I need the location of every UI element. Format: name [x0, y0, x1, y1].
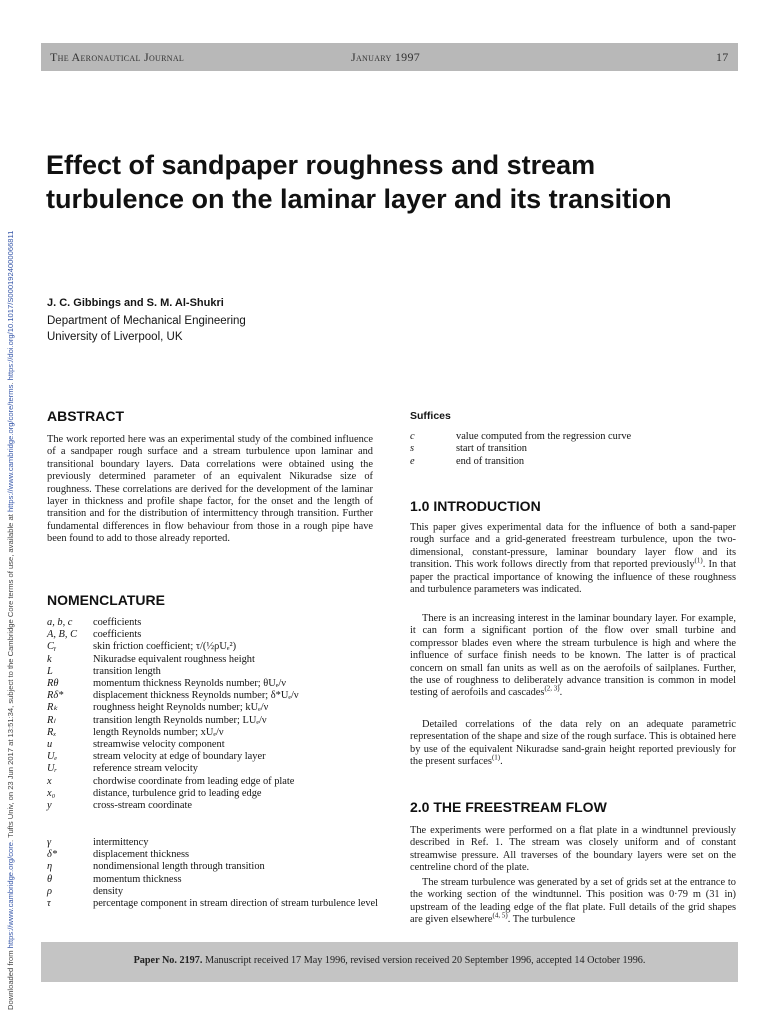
freestream-p2-text: The stream turbulence was generated by a set of grids set at the entrance to the working section of the windtunnel. This position was 0·79 m (31 in) upstream of the leading edge of the flat plate. Full details of the grid shapes are given elsewhere [410, 877, 736, 926]
paper-title: Effect of sandpaper roughness and stream turbulence on the laminar layer and its transition [46, 150, 672, 214]
nom-symbol: x [47, 775, 52, 787]
download-notice-prefix: Downloaded from [6, 948, 15, 1010]
nomenclature-list [47, 617, 379, 917]
greek-definition: intermittency [93, 837, 149, 848]
citation-ref: (2, 3) [544, 684, 560, 693]
freestream-paragraph-1: The experiments were performed on a flat plate in a windtunnel previously described in Ref. 1. The stream was closely uniform and of constant streamwise pressure. All traverses of the boundary layers were set on the centreline chord of the plate. [410, 825, 736, 874]
greek-definition: density [93, 885, 124, 897]
suffix-definition: start of transition [456, 443, 527, 455]
intro-p2-text: There is an increasing interest in the laminar boundary layer. For example, it can form a significant portion of the flow over small turbine and compressor blades even where the stream turbulence is high and where the influence of surface finish needs to be known. The latter is of practical concern on small fan units as well as on the aerofoils of sailplanes. Further, the use of roughness to deliberately advance transition is common in model testing of aerofoils and cascades [410, 613, 736, 699]
nom-definition: Nikuradse equivalent roughness height [93, 653, 255, 665]
citation-ref: (1) [491, 753, 501, 762]
page-number: 17 [716, 50, 729, 64]
nom-symbol: Uᵣ [47, 763, 58, 775]
freestream-paragraph-2 [410, 877, 736, 927]
nom-symbol: A, B, C [47, 629, 78, 641]
greek-symbol: γ [47, 837, 52, 848]
nom-definition: displacement thickness Reynolds number; δ*Uₑ/ν [93, 690, 299, 702]
manuscript-dates: Manuscript received 17 May 1996, revised version received 20 September 1996, accepted 14 October 1996. [202, 955, 646, 966]
nomenclature-heading: NOMENCLATURE [47, 592, 165, 608]
greek-symbol: θ [47, 873, 53, 885]
intro-p3-text: . [500, 756, 503, 768]
freestream-p2-text: . The turbulence [507, 914, 576, 926]
download-notice-strip [0, 0, 26, 1024]
suffix-definition: end of transition [456, 455, 525, 467]
cambridge-core-link[interactable]: https://www.cambridge.org/core [6, 842, 15, 949]
nom-symbol: Rₖ [47, 702, 58, 714]
nom-symbol: Rδ* [47, 690, 64, 702]
manuscript-footer-bar [41, 942, 738, 982]
nom-definition: cross-stream coordinate [93, 800, 192, 811]
paper-number: Paper No. 2197. [133, 955, 203, 966]
greek-definition: displacement thickness [93, 849, 190, 861]
introduction-paragraph-2 [410, 613, 736, 700]
download-notice [6, 231, 15, 1010]
nom-symbol: a, b, c [47, 617, 73, 628]
nom-definition: coefficients [93, 617, 142, 628]
greek-definition: momentum thickness [93, 873, 182, 885]
nom-definition: roughness height Reynolds number; kUₑ/ν [93, 702, 269, 714]
nom-symbol: Rₓ [47, 726, 57, 738]
suffix-definition: value computed from the regression curve [456, 431, 632, 442]
greek-symbol: ρ [47, 885, 52, 897]
nom-symbol: y [47, 800, 52, 811]
nom-definition: streamwise velocity component [93, 739, 225, 750]
intro-p1-text: This paper gives experimental data for the influence of both a sand-paper rough surface and a grid-generated freestream turbulence, upon the two-dimensional, constant-pressure, laminar boundary layer flow and its transition. This work follows directly from that reported previously [410, 522, 736, 571]
nom-symbol: Rₗ [47, 714, 56, 726]
citation-ref: (1) [694, 556, 703, 565]
suffix-symbol: s [410, 443, 415, 455]
nom-symbol: x₀ [47, 787, 56, 799]
greek-definition: percentage component in stream direction of stream turbulence level [93, 898, 379, 909]
nom-symbol: Cᵧ [47, 641, 57, 653]
nom-definition: chordwise coordinate from leading edge of plate [93, 775, 295, 787]
nom-definition: skin friction coefficient; τ/(½ρUₑ²) [93, 641, 237, 653]
nom-symbol: L [47, 665, 53, 677]
nom-definition: distance, turbulence grid to leading edge [93, 787, 262, 799]
introduction-paragraph-3 [410, 719, 736, 769]
abstract-heading: ABSTRACT [47, 408, 124, 424]
nom-symbol: Rθ [47, 678, 59, 689]
nom-definition: length Reynolds number; xUₑ/ν [93, 726, 224, 738]
greek-symbol: τ [47, 898, 51, 909]
terms-link[interactable]: https://www.cambridge.org/core/terms [6, 384, 15, 513]
greek-symbol: η [47, 861, 53, 873]
download-notice-middle: . Tufts Univ, on 23 Jun 2017 at 13:51:34, subject to the Cambridge Core terms of use, available at [6, 512, 15, 842]
suffices-heading: Suffices [410, 410, 451, 422]
nom-definition: momentum thickness Reynolds number; θUₑ/ν [93, 678, 287, 689]
manuscript-info [41, 955, 738, 966]
affiliation-university: University of Liverpool, UK [47, 331, 183, 343]
nom-symbol: u [47, 739, 53, 750]
nom-definition: stream velocity at edge of boundary layer [93, 751, 266, 763]
nom-definition: reference stream velocity [93, 763, 198, 775]
greek-symbol: δ* [47, 849, 58, 861]
introduction-paragraph-1 [410, 522, 736, 596]
journal-name: The Aeronautical Journal [50, 50, 185, 64]
journal-header-bar [41, 43, 738, 71]
greek-definition: nondimensional length through transition [93, 861, 265, 873]
nom-definition: coefficients [93, 629, 142, 641]
intro-p1-text: . In that paper the practical importance of knowing the influence of these roughness and turbulence parameters was indicated. [410, 559, 737, 596]
download-notice-sep: . [6, 380, 15, 385]
intro-p2-text: . [559, 687, 563, 699]
suffix-symbol: c [410, 431, 415, 442]
intro-p3-text: Detailed correlations of the data rely on an adequate parametric representation of the shape and size of the rough surface. This is obtained here by use of the equivalent Nikuradse sand-grain height reported previously for the present surfaces [410, 719, 736, 768]
abstract-text: The work reported here was an experimental study of the combined influence of a sandpaper rough surface and a stream turbulence upon laminar and transitional boundary layers. Data correlations were obtained using the previously determined parameter of an equivalent Nikuradse size of roughness. These correlations are derived for the development of the laminar layer in thickness and profile shape factor, for the onset and the length of transition and for the distribution of intermittency through transition. Further fundamental differences in flow behaviour from those in a rough pipe have been found to add to those already reported. [47, 434, 373, 545]
nom-symbol: Uₑ [47, 751, 58, 763]
nom-symbol: k [47, 653, 52, 665]
introduction-heading: 1.0 INTRODUCTION [410, 498, 541, 514]
citation-ref: (4, 5) [492, 911, 508, 920]
authors: J. C. Gibbings and S. M. Al-Shukri [47, 297, 224, 309]
freestream-heading: 2.0 THE FREESTREAM FLOW [410, 799, 607, 815]
suffix-symbol: e [410, 455, 415, 467]
nom-definition: transition length Reynolds number; LUₑ/ν [93, 714, 267, 726]
affiliation-department: Department of Mechanical Engineering [47, 315, 246, 327]
doi-link[interactable]: https://doi.org/10.1017/S0001924000066811 [6, 230, 15, 381]
issue-date: January 1997 [351, 50, 421, 64]
nom-definition: transition length [93, 665, 161, 677]
suffices-list [410, 431, 736, 471]
